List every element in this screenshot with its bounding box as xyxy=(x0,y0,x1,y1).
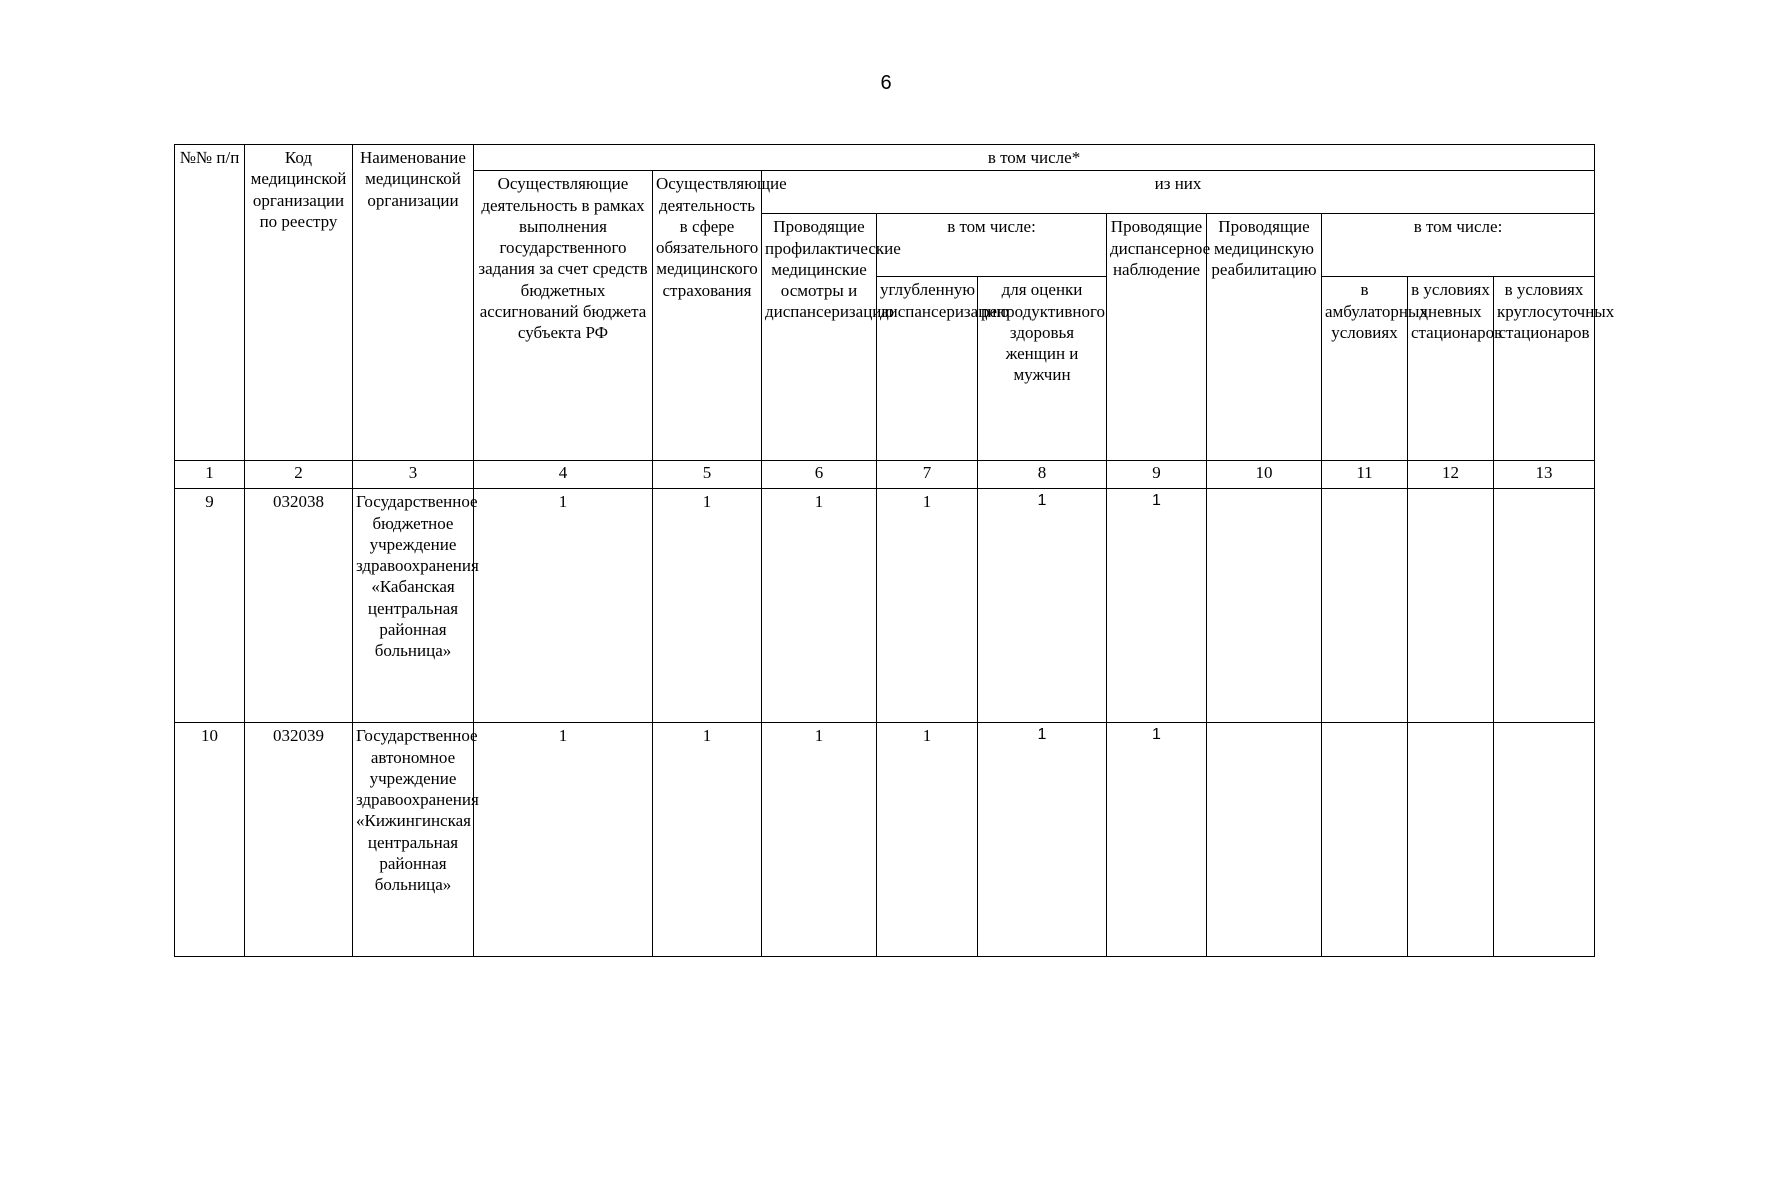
column-number: 11 xyxy=(1322,461,1408,489)
header-group-including: в том числе* xyxy=(474,145,1595,171)
column-number: 7 xyxy=(877,461,978,489)
row-number: 9 xyxy=(175,489,245,723)
row-number: 10 xyxy=(175,723,245,957)
row-cell xyxy=(1207,723,1322,957)
row-cell xyxy=(1207,489,1322,723)
header-state-task: Осуществляющие деятельность в рамках выполнения государственного задания за счет средств бюджетных ассигнований бюджета субъекта РФ xyxy=(474,171,653,461)
row-cell xyxy=(1494,723,1595,957)
column-number: 10 xyxy=(1207,461,1322,489)
row-cell xyxy=(1408,489,1494,723)
header-name: Наименование медицинской организации xyxy=(353,145,474,461)
column-number: 3 xyxy=(353,461,474,489)
page-number: 6 xyxy=(880,72,892,94)
column-number: 8 xyxy=(978,461,1107,489)
table-row xyxy=(175,489,1595,723)
header-group-of-them: из них xyxy=(762,171,1595,214)
row-cell: 1 xyxy=(1107,489,1207,723)
header-oms: Осуществляющие деятельность в сфере обязательного медицинского страхования xyxy=(653,171,762,461)
header-day-hospital: в условиях дневных стационаров xyxy=(1408,277,1494,461)
row-cell xyxy=(1322,489,1408,723)
header-reproductive: для оценки репродуктивного здоровья женщин и мужчин xyxy=(978,277,1107,461)
row-cell xyxy=(1494,489,1595,723)
row-cell: 1 xyxy=(474,723,653,957)
row-cell: 1 xyxy=(653,489,762,723)
header-in-depth: углубленную диспансеризацию xyxy=(877,277,978,461)
column-number: 13 xyxy=(1494,461,1595,489)
column-number: 6 xyxy=(762,461,877,489)
column-number: 1 xyxy=(175,461,245,489)
header-group-including-2: в том числе: xyxy=(1322,214,1595,277)
header-round-clock: в условиях круглосуточных стационаров xyxy=(1494,277,1595,461)
header-row-1 xyxy=(175,145,1595,171)
column-number: 12 xyxy=(1408,461,1494,489)
column-number: 4 xyxy=(474,461,653,489)
row-cell xyxy=(1408,723,1494,957)
row-cell: 1 xyxy=(653,723,762,957)
header-preventive: Проводящие профилактические медицинские осмотры и диспансеризацию xyxy=(762,214,877,461)
column-number-row xyxy=(175,461,1595,489)
column-number: 2 xyxy=(245,461,353,489)
header-group-including-1: в том числе: xyxy=(877,214,1107,277)
header-num: №№ п/п xyxy=(175,145,245,461)
row-cell: 1 xyxy=(877,723,978,957)
medical-organizations-table xyxy=(174,144,1615,957)
header-code: Код медицинской организации по реестру xyxy=(245,145,353,461)
row-cell xyxy=(1322,723,1408,957)
row-cell: 1 xyxy=(978,489,1107,723)
row-cell: 1 xyxy=(762,723,877,957)
row-cell: 1 xyxy=(762,489,877,723)
table-row xyxy=(175,723,1595,957)
column-number: 5 xyxy=(653,461,762,489)
row-name: Государственное бюджетное учреждение здравоохранения «Кабанская центральная районная больница» xyxy=(353,489,474,723)
row-code: 032039 xyxy=(245,723,353,957)
row-cell: 1 xyxy=(474,489,653,723)
row-name: Государственное автономное учреждение здравоохранения «Кижингинская центральная районная больница» xyxy=(353,723,474,957)
header-dispensary: Проводящие диспансерное наблюдение xyxy=(1107,214,1207,461)
row-cell: 1 xyxy=(978,723,1107,957)
header-rehabilitation: Проводящие медицинскую реабилитацию xyxy=(1207,214,1322,461)
row-cell: 1 xyxy=(877,489,978,723)
row-cell: 1 xyxy=(1107,723,1207,957)
header-outpatient: в амбулаторных условиях xyxy=(1322,277,1408,461)
column-number: 9 xyxy=(1107,461,1207,489)
row-code: 032038 xyxy=(245,489,353,723)
